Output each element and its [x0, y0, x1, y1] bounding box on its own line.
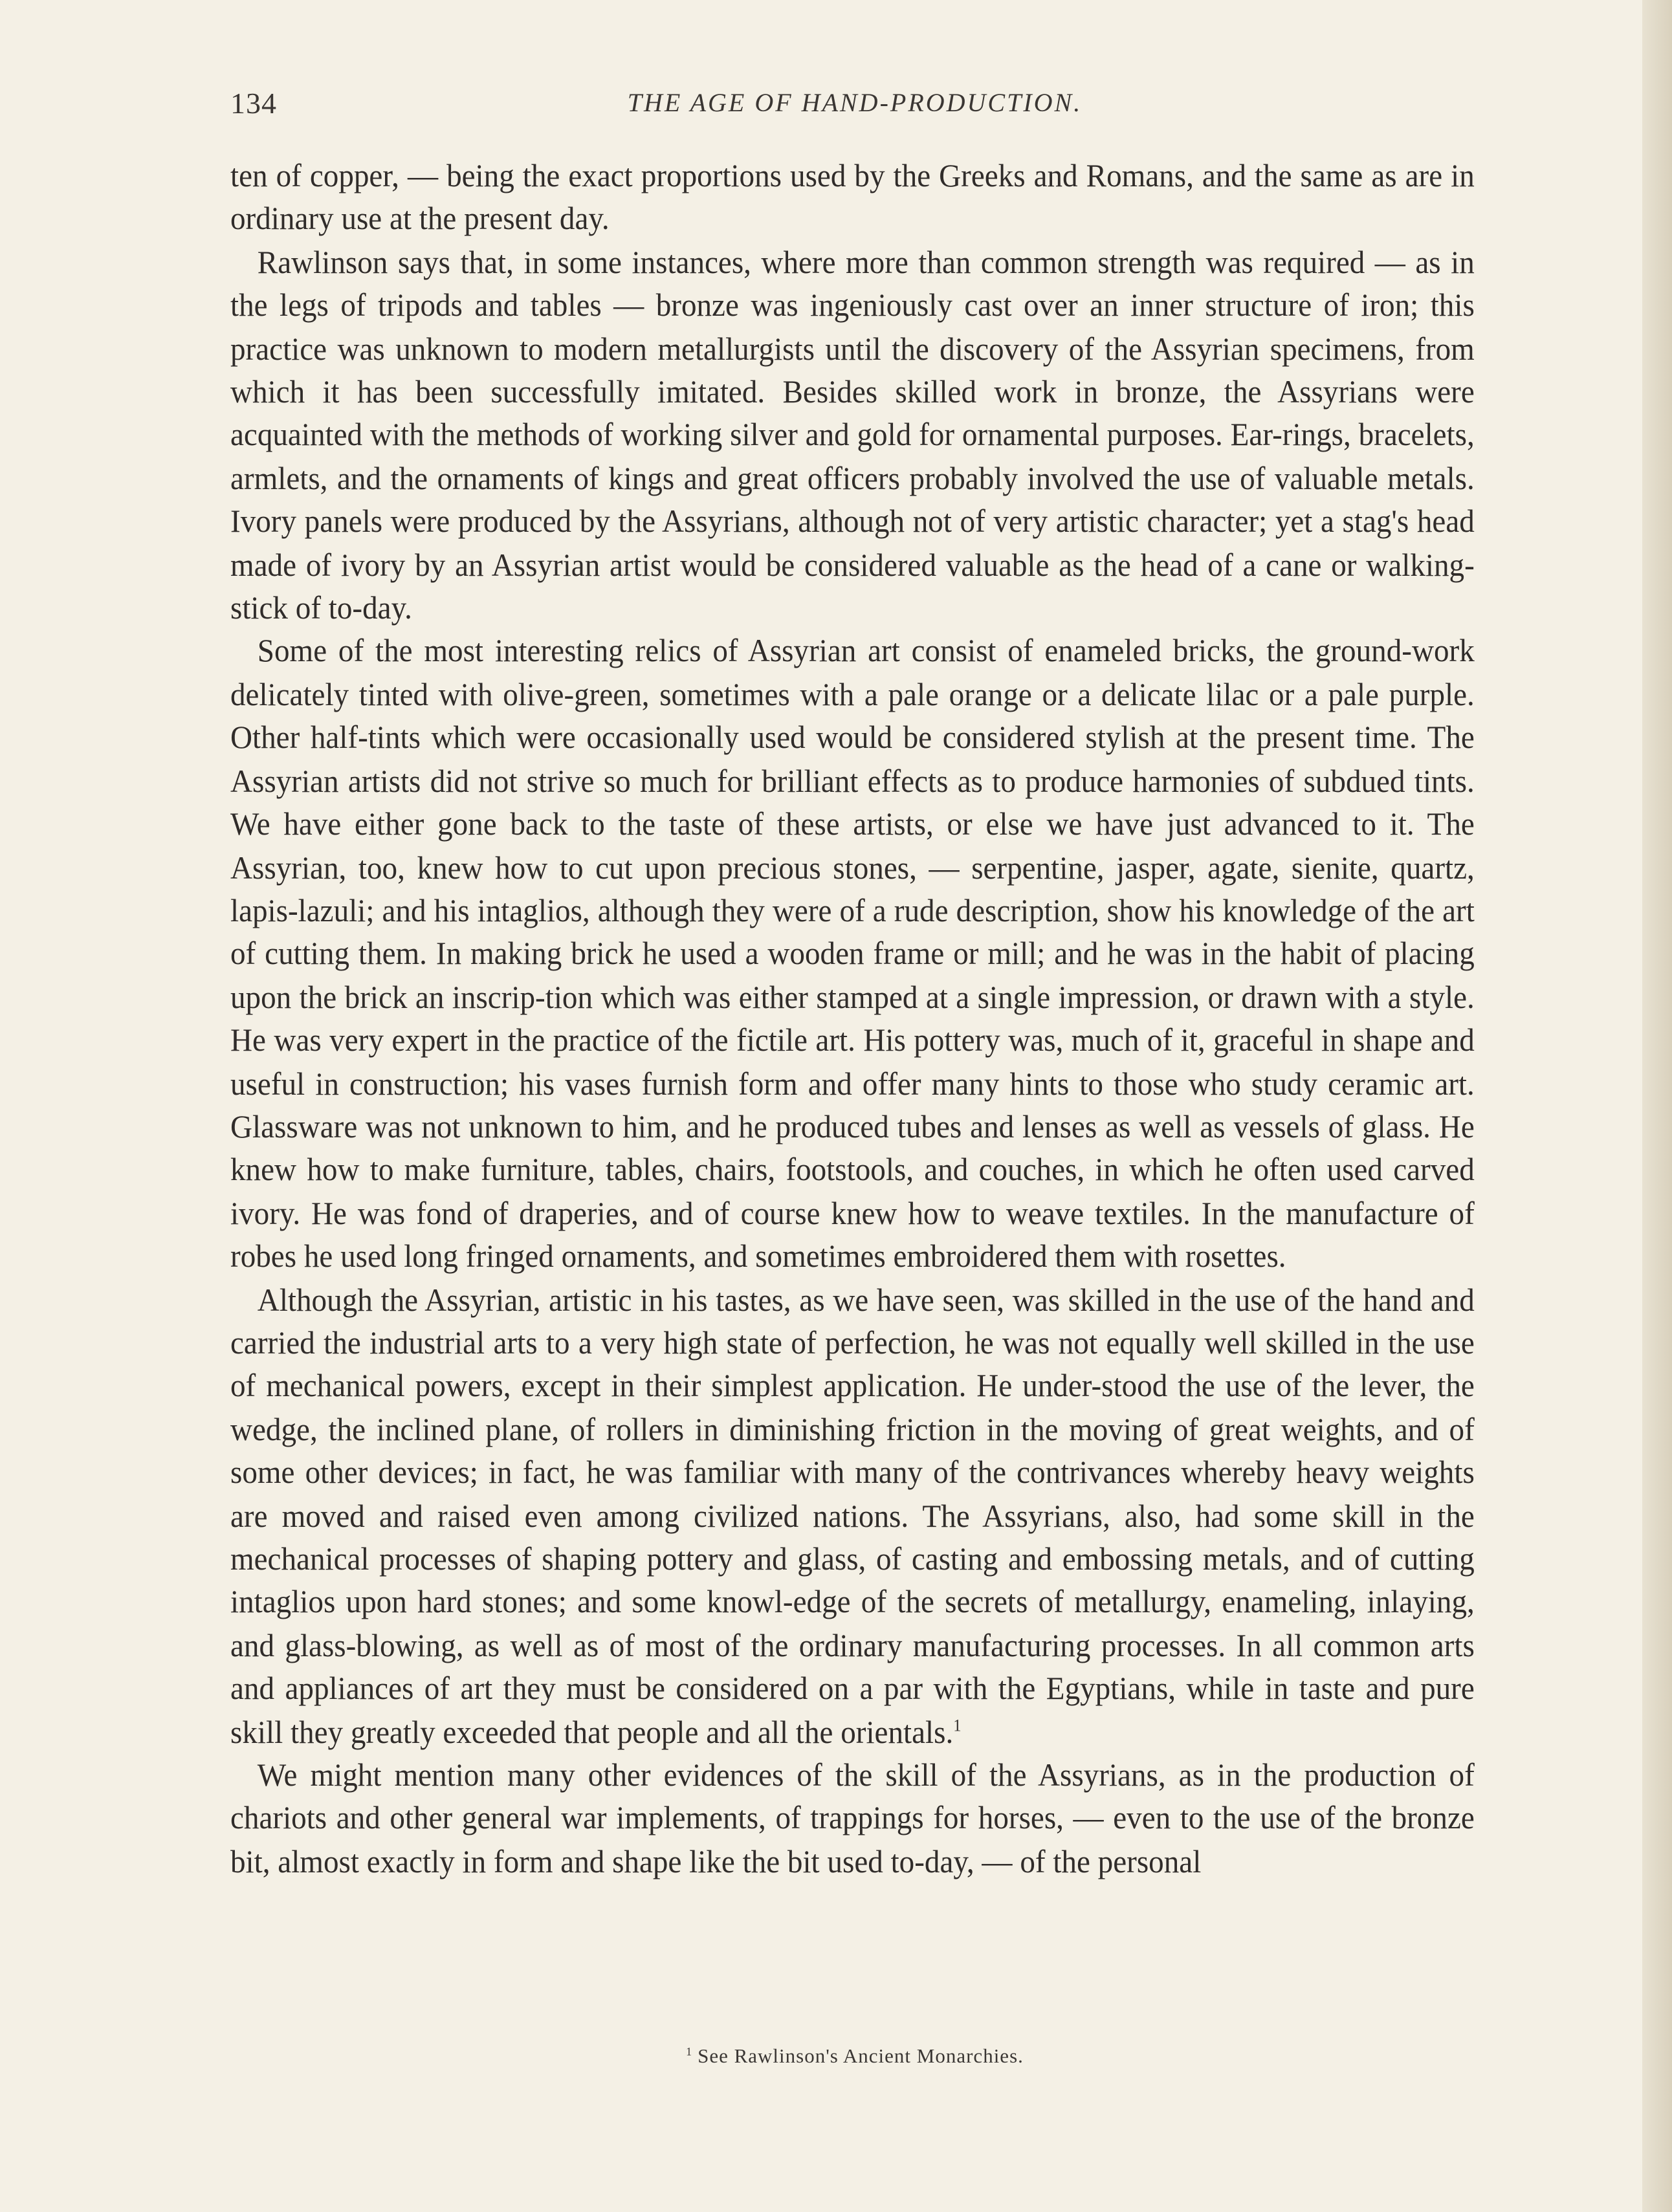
paragraph-text: Although the Assyrian, artistic in his tastes, as we have seen, was skilled in the use of the hand and carried the industrial arts to a very high state of perfection, he was not equally well skilled in the use of mechanical powers, except in their simplest application. He under-stood the use of the lever, the wedge, the inclined plane, of rollers in diminishing friction in the moving of great weights, and of some other devices; in fact, he was familiar with many of the contrivances whereby heavy weights are moved and raised even among civilized nations. The Assyrians, also, had some skill in the mechanical processes of shaping pottery and glass, of casting and embossing metals, and of cutting intaglios upon hard stones; and some knowl-edge of the secrets of metallurgy, enameling, inlaying, and glass-blowing, as well as of most of the ordinary manufacturing processes. In all common arts and appliances of art they must be considered on a par with the Egyptians, while in taste and pure skill they greatly exceeded that people and all the orientals.: [230, 1283, 1475, 1751]
page-edge-shadow: [1642, 0, 1672, 2212]
running-title: THE AGE OF HAND-PRODUCTION.: [627, 88, 1083, 117]
footnote-reference[interactable]: 1: [953, 1714, 962, 1735]
paragraph-text: ten of copper, — being the exact proportions used by the Greeks and Romans, and the same as are in ordinary use at the present day.: [230, 159, 1475, 237]
paragraph-rawlinson-bronze: [230, 242, 1475, 631]
footnote-text: See Rawlinson's Ancient Monarchies.: [698, 2044, 1024, 2067]
paragraph-text: Some of the most interesting relics of Assyrian art consist of enameled bricks, the ground-work delicately tinted with olive-green, sometimes with a pale orange or a delicate lilac or a pale purple. Other half-tints which were occasionally used would be considered stylish at the present time. The Assyrian artists did not strive so much for brilliant effects as to produce harmonies of subdued tints. We have either gone back to the taste of these artists, or else we have just advanced to it. The Assyrian, too, knew how to cut upon precious stones, — serpentine, jasper, agate, sienite, quartz, lapis-lazuli; and his intaglios, although they were of a rude description, show his knowledge of the art of cutting them. In making brick he used a wooden frame or mill; and he was in the habit of placing upon the brick an inscrip-tion which was either stamped at a single impression, or drawn with a style. He was very expert in the practice of the fictile art. His pottery was, much of it, graceful in shape and useful in construction; his vases furnish form and offer many hints to those who study ceramic art. Glassware was not unknown to him, and he produced tubes and lenses as well as vessels of glass. He knew how to make furniture, tables, chairs, footstools, and couches, in which he often used carved ivory. He was fond of draperies, and of course knew how to weave textiles. In the manufacture of robes he used long fringed ornaments, and sometimes embroidered them with rosettes.: [230, 634, 1475, 1275]
paragraph-text: We might mention many other evidences of the skill of the Assyrians, as in the production of chariots and other general war implements, of trappings for horses, — even to the use of the bronze bit, almost exactly in form and shape like the bit used to-day, — of the personal: [230, 1758, 1475, 1880]
paragraph-mechanical-powers: [230, 1279, 1475, 1755]
running-head: [230, 86, 1479, 131]
paragraph-other-evidences: [230, 1755, 1475, 1884]
paragraph-enameled-bricks: [230, 631, 1475, 1279]
page-number: 134: [230, 87, 277, 120]
body-text: [230, 155, 1475, 1885]
footnote-marker: 1: [686, 2044, 693, 2058]
footnote: [230, 2044, 1479, 2068]
paragraph-text: Rawlinson says that, in some instances, where more than common strength was required — as in the legs of tripods and tables — bronze was ingeniously cast over an inner structure of iron; this practice was unknown to modern metallurgists until the discovery of the Assyrian specimens, from which it has been successfully imitated. Besides skilled work in bronze, the Assyrians were acquainted with the methods of working silver and gold for ornamental purposes. Ear-rings, bracelets, armlets, and the ornaments of kings and great officers probably involved the use of valuable metals. Ivory panels were produced by the Assyrians, although not of very artistic character; yet a stag's head made of ivory by an Assyrian artist would be considered valuable as the head of a cane or walking-stick of to-day.: [230, 245, 1475, 627]
paragraph-continuation: [230, 155, 1475, 242]
